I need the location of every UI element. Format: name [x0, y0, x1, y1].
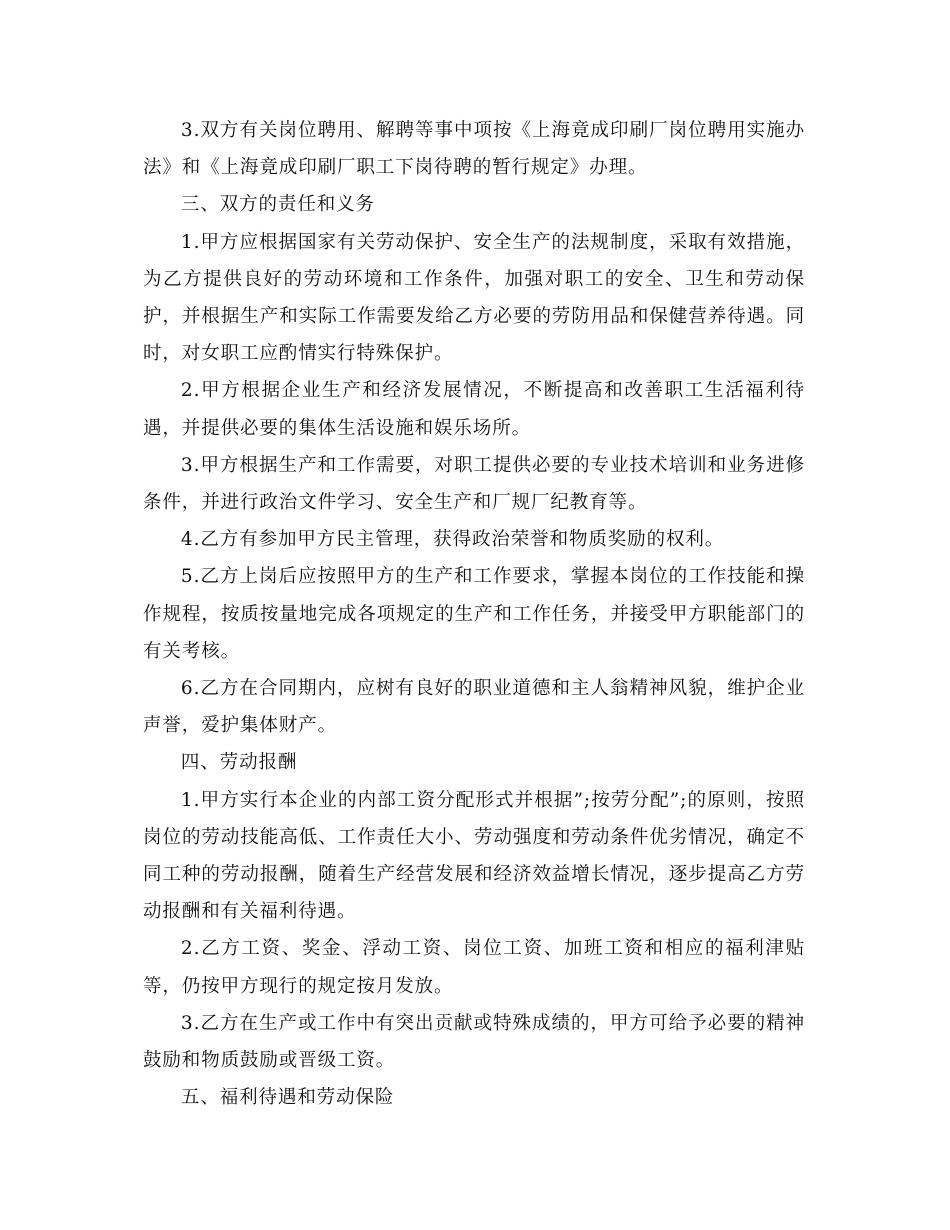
paragraph-responsibility-1: 1.甲方应根据国家有关劳动保护、安全生产的法规制度，采取有效措施，为乙方提供良好的劳动环境和工作条件，加强对职工的安全、卫生和劳动保护，并根据生产和实际工作需要发给乙方必要的劳防用品和保健营养待遇。同时，对女职工应酌情实行特殊保护。 [143, 231, 805, 365]
paragraph-remuneration-2: 2.乙方工资、奖金、浮动工资、岗位工资、加班工资和相应的福利津贴等，仍按甲方现行的规定按月发放。 [143, 938, 805, 997]
section-heading-responsibilities: 三、双方的责任和义务 [180, 194, 375, 216]
paragraph-remuneration-1: 1.甲方实行本企业的内部工资分配形式并根据”;按劳分配”;的原则，按照岗位的劳动技能高低、工作责任大小、劳动强度和劳动条件优劣情况，确定不同工种的劳动报酬，随着生产经营发展和经济效益增长情况，逐步提高乙方劳动报酬和有关福利待遇。 [143, 789, 805, 923]
section-heading-welfare: 五、福利待遇和劳动保险 [180, 1087, 395, 1109]
paragraph-responsibility-5: 5.乙方上岗后应按照甲方的生产和工作要求，掌握本岗位的工作技能和操作规程，按质按量地完成各项规定的生产和工作任务，并接受甲方职能部门的有关考核。 [143, 566, 805, 662]
paragraph-remuneration-3: 3.乙方在生产或工作中有突出贡献或特殊成绩的，甲方可给予必要的精神鼓励和物质鼓励或晋级工资。 [143, 1012, 805, 1072]
paragraph-responsibility-3: 3.甲方根据生产和工作需要，对职工提供必要的专业技术培训和业务进修条件，并进行政治文件学习、安全生产和厂规厂纪教育等。 [143, 454, 805, 514]
paragraph-clause-3-post-hiring: 3.双方有关岗位聘用、解聘等事中项按《上海竟成印刷厂岗位聘用实施办法》和《上海竟成印刷厂职工下岗待聘的暂行规定》办理。 [143, 120, 805, 179]
document-body [143, 112, 805, 1116]
paragraph-responsibility-6: 6.乙方在合同期内，应树有良好的职业道德和主人翁精神风貌，维护企业声誉，爱护集体财产。 [143, 678, 805, 737]
section-heading-remuneration: 四、劳动报酬 [180, 752, 298, 774]
paragraph-responsibility-4: 4.乙方有参加甲方民主管理，获得政治荣誉和物质奖励的权利。 [180, 529, 725, 551]
paragraph-responsibility-2: 2.甲方根据企业生产和经济发展情况，不断提高和改善职工生活福利待遇，并提供必要的集体生活设施和娱乐场所。 [143, 380, 805, 439]
